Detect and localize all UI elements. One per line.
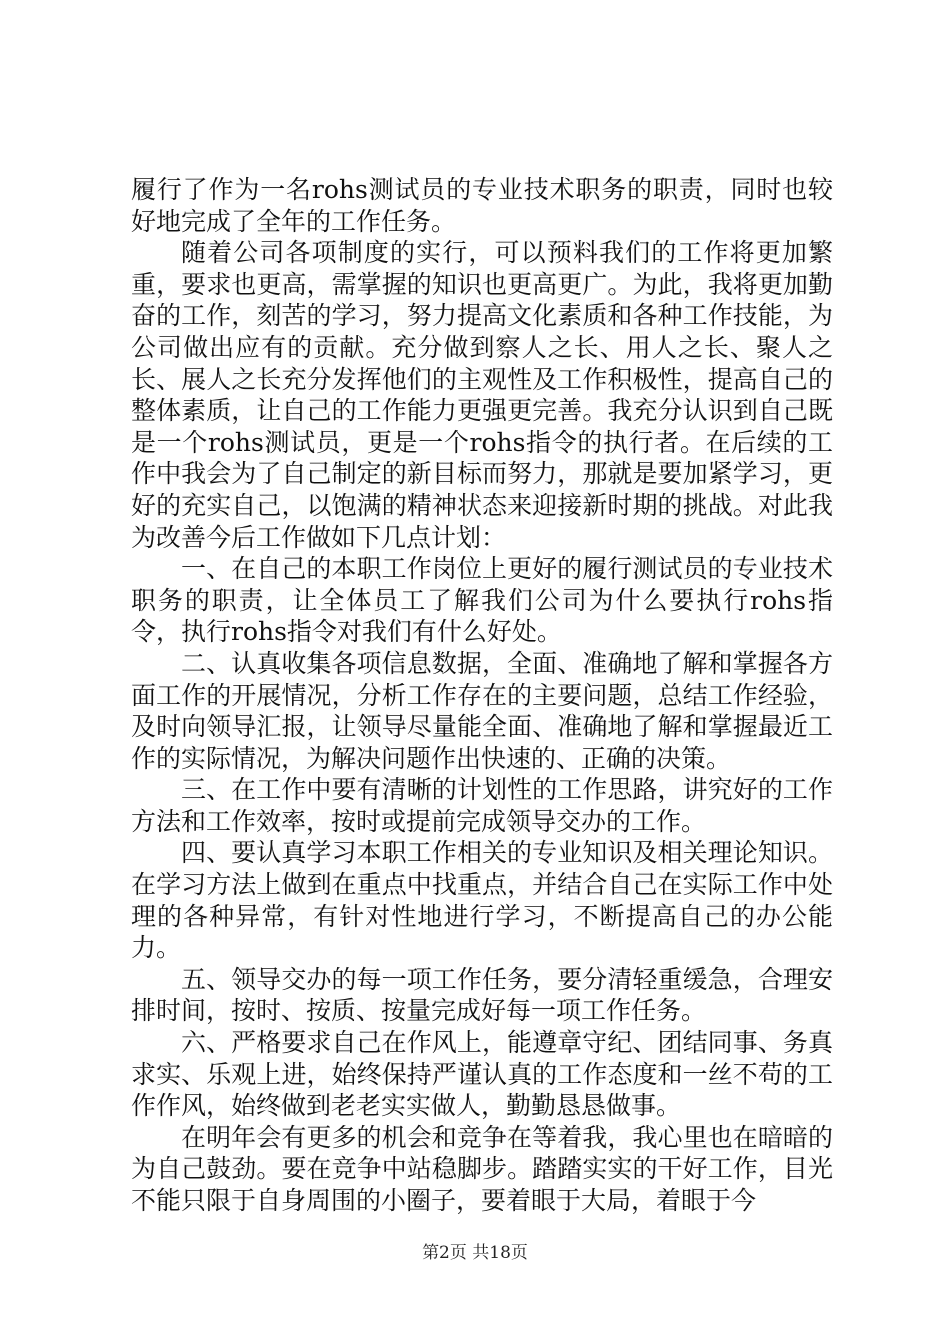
paragraph-next-year: 在明年会有更多的机会和竞争在等着我，我心里也在暗暗的为自己鼓劲。要在竞争中站稳脚步。踏踏实实的干好工作，目光不能只限于自身周围的小圈子，要着眼于大局，着眼于今 — [131, 1122, 833, 1215]
paragraph-plan-4: 四、要认真学习本职工作相关的专业知识及相关理论知识。在学习方法上做到在重点中找重点，并结合自己在实际工作中处理的各种异常，有针对性地进行学习，不断提高自己的办公能力。 — [131, 838, 833, 963]
paragraph-continuation: 履行了作为一名rohs测试员的专业技术职务的职责，同时也较好地完成了全年的工作任务。 — [131, 175, 833, 236]
paragraph-plan-2: 二、认真收集各项信息数据，全面、准确地了解和掌握各方面工作的开展情况，分析工作存在的主要问题，总结工作经验，及时向领导汇报，让领导尽量能全面、准确地了解和掌握最近工作的实际情况，为解决问题作出快速的、正确的决策。 — [131, 648, 833, 773]
document-body — [131, 174, 833, 1217]
paragraph-plan-5: 五、领导交办的每一项工作任务，要分清轻重缓急，合理安排时间，按时、按质、按量完成好每一项工作任务。 — [131, 964, 833, 1026]
paragraph-plan-3: 三、在工作中要有清晰的计划性的工作思路，讲究好的工作方法和工作效率，按时或提前完成领导交办的工作。 — [131, 775, 833, 836]
page-footer: 第2页 共18页 — [422, 1243, 528, 1263]
paragraph-plan-1: 一、在自己的本职工作岗位上更好的履行测试员的专业技术职务的职责，让全体员工了解我们公司为什么要执行rohs指令，执行rohs指令对我们有什么好处。 — [131, 554, 833, 647]
paragraph-outlook: 随着公司各项制度的实行，可以预料我们的工作将更加繁重，要求也更高，需掌握的知识也更高更广。为此，我将更加勤奋的工作，刻苦的学习，努力提高文化素质和各种工作技能，为公司做出应有的贡献。充分做到察人之长、用人之长、聚人之长、展人之长充分发挥他们的主观性及工作积极性，提高自己的整体素质，让自己的工作能力更强更完善。我充分认识到自己既是一个rohs测试员，更是一个rohs指令的执行者。在后续的工作中我会为了自己制定的新目标而努力，那就是要加紧学习，更好的充实自己，以饱满的精神状态来迎接新时期的挑战。对此我为改善今后工作做如下几点计划： — [131, 238, 833, 552]
paragraph-plan-6: 六、严格要求自己在作风上，能遵章守纪、团结同事、务真求实、乐观上进，始终保持严谨认真的工作态度和一丝不苟的工作作风，始终做到老老实实做人，勤勤恳恳做事。 — [131, 1028, 833, 1121]
